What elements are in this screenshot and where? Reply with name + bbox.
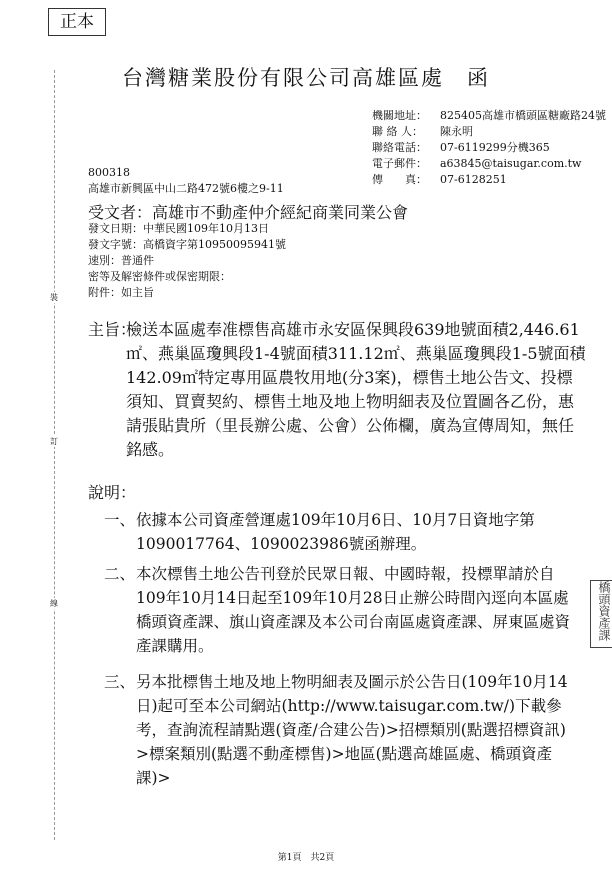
sender-postal-code: 800318 (88, 166, 130, 179)
attachment: 附件：如主旨 (88, 286, 154, 299)
explanation-item (104, 670, 572, 790)
contact-row (372, 140, 608, 156)
contact-row (372, 172, 608, 188)
dispatch-date: 發文日期：中華民國109年10月13日 (88, 222, 269, 235)
contact-label: 機關地址： (372, 109, 427, 122)
binding-line (54, 70, 55, 840)
subject-label: 主旨： (88, 320, 137, 339)
sender-address: 高雄市新興區中山二路472號6樓之9-11 (88, 182, 284, 195)
contact-value: 07-6128251 (440, 173, 507, 186)
dispatch-number: 發文字號：高橋資字第10950095941號 (88, 238, 286, 251)
contact-value: a63845@taisugar.com.tw (440, 157, 582, 170)
contact-row (372, 156, 608, 172)
item-number: 三、 (104, 673, 136, 691)
contact-label: 傳 真： (372, 173, 427, 186)
contact-label: 聯絡電話： (372, 141, 427, 154)
urgency: 速別：普通件 (88, 254, 154, 267)
item-number: 一、 (104, 511, 136, 529)
explanation-item (104, 508, 572, 556)
recipient-line: 受文者：高雄市不動產仲介經紀商業同業公會 (88, 203, 409, 222)
dispatch-metadata (88, 221, 286, 301)
binding-mark: 訂 (47, 436, 61, 447)
contact-label: 電子郵件： (372, 157, 427, 170)
explanation-heading: 說明： (88, 483, 137, 502)
contact-row (372, 108, 608, 124)
contact-block (372, 108, 608, 188)
binding-mark: 裝 (47, 292, 61, 303)
original-copy-stamp: 正本 (48, 8, 106, 36)
contact-value: 陳永明 (440, 125, 473, 138)
sender-address-block (88, 165, 284, 197)
subject-section (88, 318, 588, 462)
confidentiality: 密等及解密條件或保密期限： (88, 270, 231, 283)
document-title: 台灣糖業股份有限公司高雄區處 函 (122, 66, 490, 90)
contact-value: 07-6119299分機365 (440, 141, 550, 154)
item-text: 本次標售土地公告刊登於民眾日報、中國時報，投標單請於自109年10月14日起至109年10月28日止辦公時間內逕向本區處橋頭資產課、旗山資產課及本公司台南區處資產課、屏東區處資產課購用。 (136, 565, 571, 655)
department-edge-stamp: 橋頭資產課 (590, 580, 612, 648)
contact-label: 聯 絡 人： (372, 125, 423, 138)
item-text: 依據本公司資產營運處109年10月6日、10月7日資地字第1090017764、1090023986號函辦理。 (136, 511, 535, 553)
page-footer: 第1頁 共2頁 (277, 853, 335, 863)
subject-text: 檢送本區處奉准標售高雄市永安區保興段639地號面積2,446.61㎡、燕巢區瓊興段1-4號面積311.12㎡、燕巢區瓊興段1-5號面積142.09㎡特定專用區農牧用地(分3案)，標售土地公告文、投標須知、買賣契約、標售土地及地上物明細表及位置圖各乙份，惠請張貼貴所（里長辦公處、公會）公佈欄，廣為宣傳周知，無任銘感。 (126, 320, 586, 459)
contact-row (372, 124, 608, 140)
explanation-item (104, 562, 572, 658)
contact-value: 825405高雄市橋頭區糖廠路24號 (440, 109, 606, 122)
item-text: 另本批標售土地及地上物明細表及圖示於公告日(109年10月14日)起可至本公司網站(http://www.taisugar.com.tw/)下載參考，查詢流程請點選(資產/合建公告)>招標類別(點選招標資訊)>標案類別(點選不動產標售)>地區(點選高雄區處、橋頭資產課)> (136, 673, 568, 787)
binding-mark: 線 (47, 598, 61, 609)
item-number: 二、 (104, 565, 136, 583)
